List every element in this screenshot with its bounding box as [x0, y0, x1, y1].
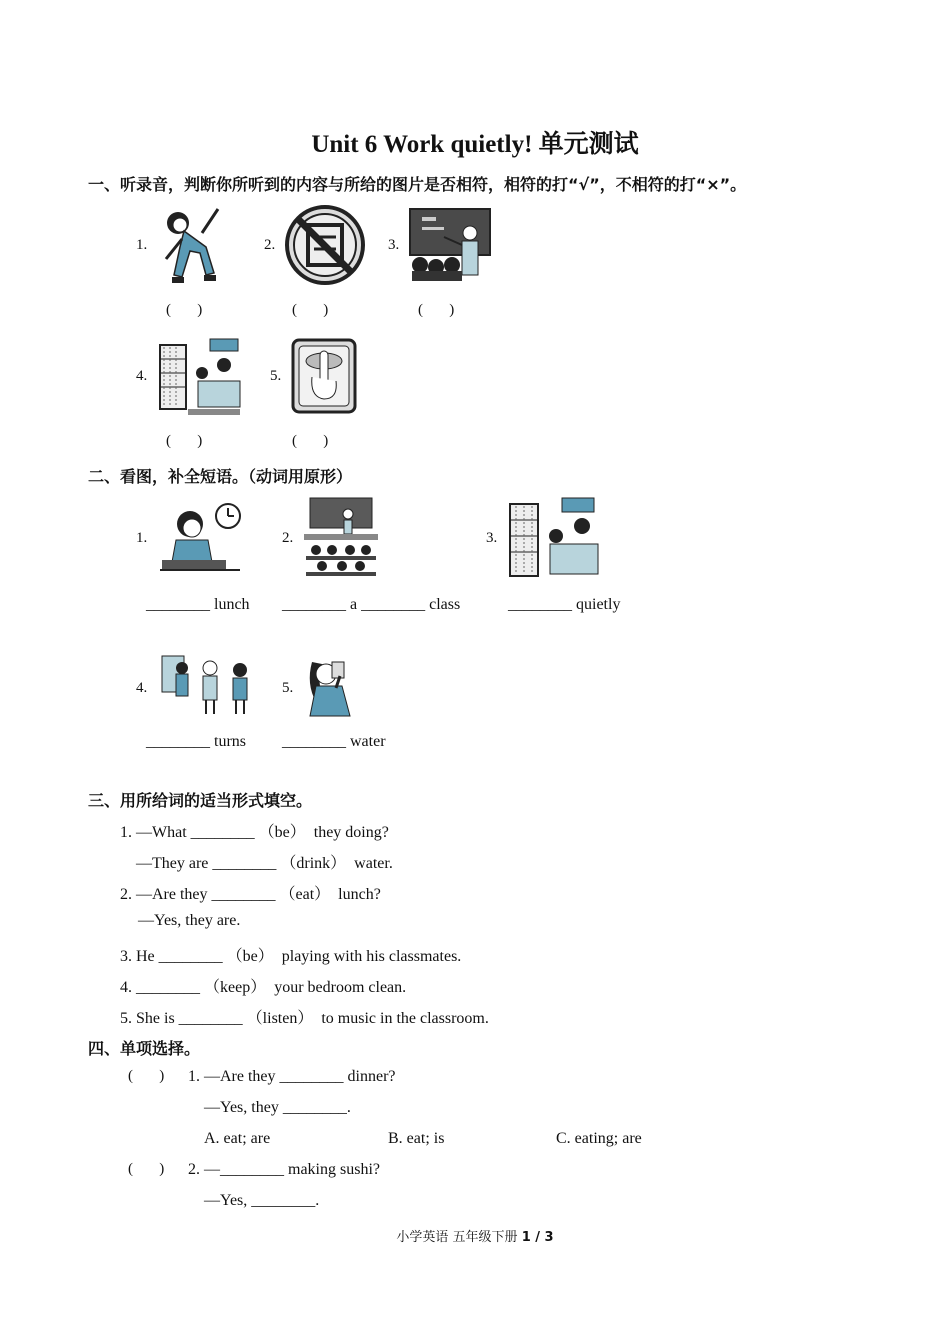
- part2-item-2-number: 2.: [282, 530, 294, 546]
- part1-item-5-answer-blank[interactable]: ( ): [292, 433, 329, 449]
- page-title: Unit 6 Work quietly! 单元测试: [311, 131, 639, 158]
- part4-q1-line2: —Yes, they ________.: [204, 1099, 351, 1116]
- part2-item-5-phrase[interactable]: ________ water: [282, 733, 386, 750]
- part2-item-4-number: 4.: [136, 680, 148, 696]
- part1-item-3-number: 3.: [388, 237, 400, 253]
- part4-q1-option-b[interactable]: B. eat; is: [388, 1130, 445, 1147]
- part1-item-4-answer-blank[interactable]: ( ): [166, 433, 203, 449]
- part1-item-5-number: 5.: [270, 368, 282, 384]
- part3-line-6[interactable]: 4. ________ （keep） your bedroom clean.: [120, 979, 407, 996]
- part4-q2-stem: 2. —________ making sushi?: [188, 1161, 380, 1178]
- part4-q2-answer-blank[interactable]: ( ): [128, 1161, 165, 1177]
- classroom-image: [302, 494, 380, 580]
- boy-eating-lunch-image: [156, 500, 244, 576]
- part1-item-1-answer-blank[interactable]: ( ): [166, 302, 203, 318]
- part2-item-5-number: 5.: [282, 680, 294, 696]
- part1-item-3-answer-blank[interactable]: ( ): [418, 302, 455, 318]
- part2-item-3-phrase[interactable]: ________ quietly: [508, 596, 621, 613]
- part3-line-5[interactable]: 3. He ________ （be） playing with his classmates.: [120, 948, 462, 965]
- teacher-at-board-image: [408, 207, 492, 281]
- part2-item-2-phrase[interactable]: ________ a ________ class: [282, 596, 461, 613]
- page-footer: [0, 1226, 950, 1245]
- part3-line-7[interactable]: 5. She is ________ （listen） to music in the classroom.: [120, 1010, 489, 1027]
- part1-item-2-number: 2.: [264, 237, 276, 253]
- part2-item-1-phrase[interactable]: ________ lunch: [146, 596, 250, 613]
- footer-text: 小学英语 五年级下册: [396, 1230, 522, 1245]
- part2-heading: 二、看图，补全短语。（动词用原形）: [88, 467, 353, 486]
- part2-item-4-phrase[interactable]: ________ turns: [146, 733, 246, 750]
- part1-item-1-number: 1.: [136, 237, 148, 253]
- library-reading-image: [508, 494, 600, 580]
- quiet-sign-image: [290, 337, 358, 415]
- part4-heading: 四、单项选择。: [88, 1039, 201, 1058]
- part3-line-3[interactable]: 2. —Are they ________ （eat） lunch?: [120, 886, 381, 903]
- girl-drinking-image: [302, 654, 358, 718]
- part4-q1-option-a[interactable]: A. eat; are: [204, 1130, 271, 1147]
- no-stopping-sign-image: [284, 203, 366, 287]
- part4-q2-line2: —Yes, ________.: [204, 1192, 320, 1209]
- page-number: 1 / 3: [521, 1230, 554, 1245]
- part4-q1-stem: 1. —Are they ________ dinner?: [188, 1068, 396, 1085]
- part4-q1-answer-blank[interactable]: ( ): [128, 1068, 165, 1084]
- part4-q1-option-c[interactable]: C. eating; are: [556, 1130, 642, 1147]
- part3-line-4: —Yes, they are.: [138, 912, 241, 929]
- part1-item-2-answer-blank[interactable]: ( ): [292, 302, 329, 318]
- part1-heading: 一、听录音，判断你所听到的内容与所给的图片是否相符，相符的打“√”，不相符的打“×”。: [88, 175, 747, 194]
- part2-item-1-number: 1.: [136, 530, 148, 546]
- girl-exercising-image: [154, 203, 226, 287]
- part2-item-3-number: 3.: [486, 530, 498, 546]
- part3-heading: 三、用所给词的适当形式填空。: [88, 791, 313, 810]
- part3-line-2[interactable]: —They are ________ （drink） water.: [136, 855, 393, 872]
- children-queue-image: [158, 654, 256, 716]
- library-desk-image: [158, 335, 242, 415]
- part1-item-4-number: 4.: [136, 368, 148, 384]
- part3-line-1[interactable]: 1. —What ________ （be） they doing?: [120, 824, 389, 841]
